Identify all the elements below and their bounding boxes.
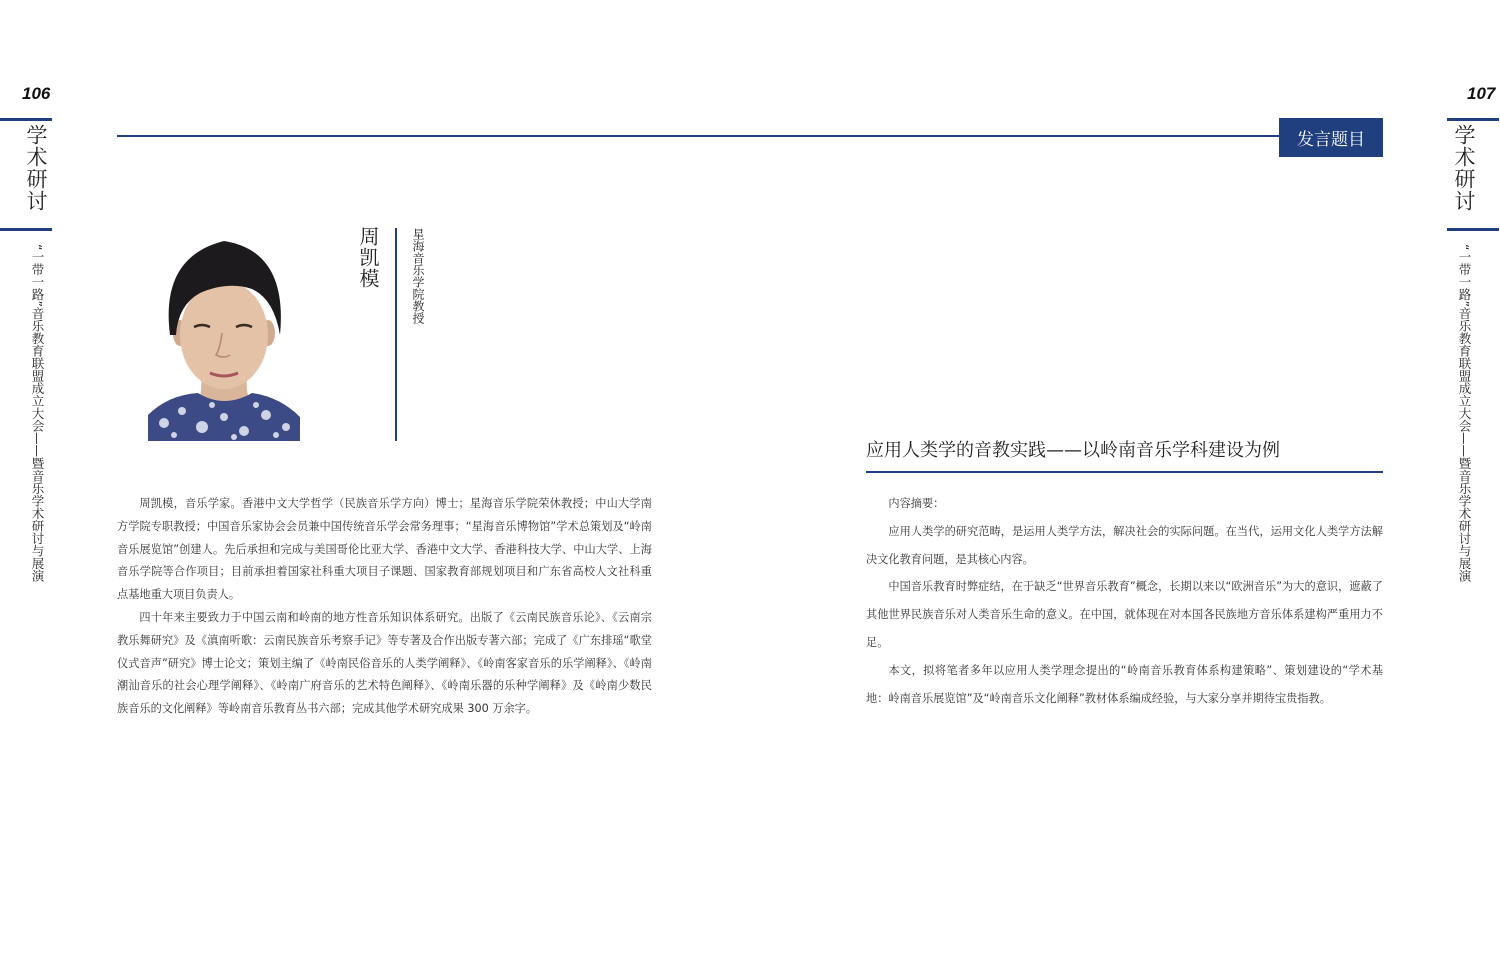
sidebar-title-left: 学术研讨 [24,124,48,212]
paper-abstract [866,490,1383,712]
speaker-title: 星海音乐学院教授 [411,228,425,324]
paper-title-rule [866,471,1383,473]
abstract-paragraph: 应用人类学的研究范畴，是运用人类学方法，解决社会的实际问题。在当代，运用文化人类学方法解决文化教育问题，是其核心内容。 [866,524,1383,566]
speaker-divider [395,228,397,441]
bio-paragraph: 周凯模，音乐学家。香港中文大学哲学（民族音乐学方向）博士；星海音乐学院荣休教授；中山大学南方学院专职教授；中国音乐家协会会员兼中国传统音乐学会常务理事；“星海音乐博物馆”学术总策划及“岭南音乐展览馆”创建人。先后承担和完成与美国哥伦比亚大学、香港中文大学、香港科技大学、中山大学、上海音乐学院等合作项目；目前承担着国家社科重大项目子课题、国家教育部规划项目和广东省高校人文社科重点基地重大项目负责人。 [117,497,652,602]
abstract-label: 内容摘要： [888,497,945,510]
speaker-name: 周凯模 [356,226,380,289]
sidebar-rule-top-left [0,118,52,121]
sidebar-rule-top-right [1447,118,1499,121]
bio-paragraph: 四十年来主要致力于中国云南和岭南的地方性音乐知识体系研究。出版了《云南民族音乐论》、《云南宗教乐舞研究》及《滇南听歌：云南民族音乐考察手记》等专著及合作出版专著六部；完成了《广东排瑶“歌堂仪式音声”研究》博士论文；策划主编了《岭南民俗音乐的人类学阐释》、《岭南客家音乐的乐学阐释》、《岭南潮汕音乐的社会心理学阐释》、《岭南广府音乐的艺术特色阐释》、《岭南乐器的乐种学阐释》及《岭南少数民族音乐的文化阐释》等岭南音乐教育丛书六部；完成其他学术研究成果 300 万余字。 [117,610,652,716]
sidebar-rule-bottom-left [0,228,52,231]
section-tag: 发言题目 [1279,118,1383,157]
sidebar-title-right: 学术研讨 [1452,124,1476,212]
sidebar-subtitle-right: “一带一路”音乐教育联盟成立大会——暨音乐学术研讨与展演 [1457,244,1472,582]
portrait-image [148,227,300,441]
abstract-paragraph: 中国音乐教育时弊症结，在于缺乏“世界音乐教育”概念，长期以来以“欧洲音乐”为大的意识，遮蔽了其他世界民族音乐对人类音乐生命的意义。在中国，就体现在对本国各民族地方音乐体系建构严重用力不足。 [866,580,1383,649]
speaker-bio [117,493,652,721]
speaker-portrait [148,227,300,441]
page-number-left: 106 [22,84,51,103]
header-rule [117,135,1283,137]
abstract-paragraph: 本文，拟将笔者多年以应用人类学理念提出的“岭南音乐教育体系构建策略”、策划建设的“学术基地：岭南音乐展览馆”及“岭南音乐文化阐释”教材体系编成经验，与大家分享并期待宝贵指教。 [866,663,1383,705]
sidebar-rule-bottom-right [1447,228,1499,231]
page-number-right: 107 [1467,84,1496,103]
sidebar-subtitle-left: “一带一路”音乐教育联盟成立大会——暨音乐学术研讨与展演 [30,244,45,582]
paper-title: 应用人类学的音教实践——以岭南音乐学科建设为例 [866,440,1280,461]
